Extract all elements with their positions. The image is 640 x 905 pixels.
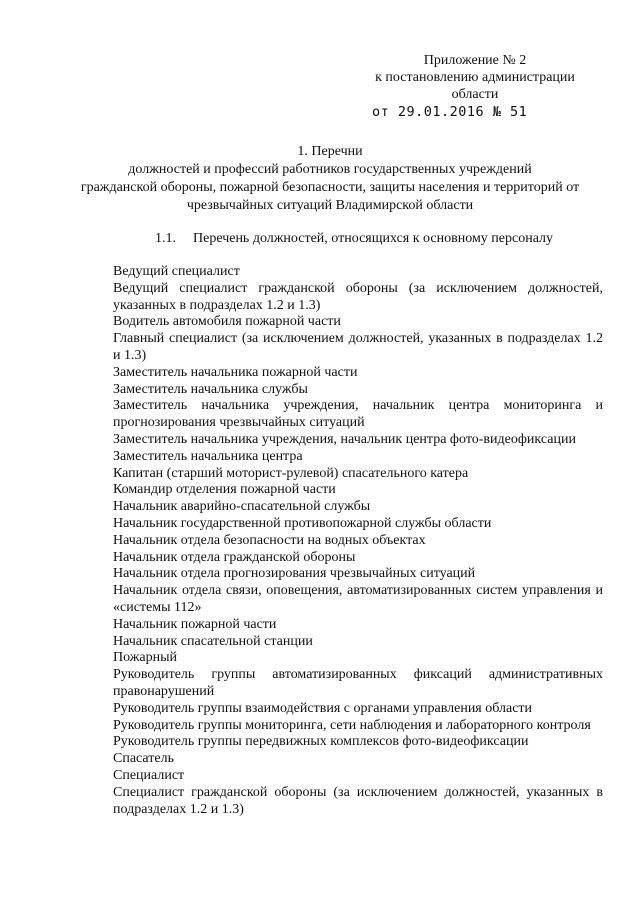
position-item: Пожарный: [113, 650, 178, 666]
subsection-title: Перечень должностей, относящихся к основному персоналу: [193, 231, 554, 246]
position-item: Руководитель группы мониторинга, сети наблюдения и лабораторного контроля: [113, 717, 591, 733]
positions-list: [113, 264, 603, 818]
position-item: Начальник отдела связи, оповещения, автоматизированных систем управления и «системы 112»: [113, 583, 603, 615]
position-item: Заместитель начальника службы: [113, 381, 308, 397]
position-item: Ведущий специалист гражданской обороны (за исключением должностей, указанных в подразделах 1.2 и 1.3): [113, 280, 603, 313]
position-item: Начальник отдела безопасности на водных объектах: [113, 532, 426, 548]
position-item: Начальник аварийно-спасательной службы: [113, 499, 371, 515]
heading-line-2: должностей и профессий работников государственных учреждений: [128, 162, 532, 177]
position-item: Руководитель группы передвижных комплексов фото-видеофиксации: [113, 734, 529, 750]
document-heading: [60, 143, 600, 215]
position-item: Водитель автомобиля пожарной части: [113, 314, 341, 330]
appendix-resolution: к постановлению администрации: [375, 70, 575, 85]
appendix-number: Приложение № 2: [423, 53, 527, 68]
position-item: Начальник отдела прогнозирования чрезвычайных ситуаций: [113, 566, 476, 582]
position-item: Заместитель начальника пожарной части: [113, 364, 358, 380]
heading-title: 1. Перечни: [297, 144, 363, 159]
position-item: Заместитель начальника учреждения, начальник центра мониторинга и прогнозирования чрезвычайных ситуаций: [113, 398, 603, 431]
position-item: Командир отделения пожарной части: [113, 482, 336, 498]
appendix-header: [360, 52, 590, 121]
position-item: Руководитель группы взаимодействия с органами управления области: [113, 700, 533, 716]
heading-line-4: чрезвычайных ситуаций Владимирской области: [186, 198, 474, 213]
subsection-heading: [155, 230, 553, 248]
position-item: Начальник спасательной станции: [113, 633, 313, 649]
position-item: Специалист: [113, 767, 185, 783]
heading-line-3: гражданской обороны, пожарной безопасности, защиты населения и территорий от: [80, 180, 580, 195]
position-item: Начальник отдела гражданской обороны: [113, 549, 356, 565]
position-item: Заместитель начальника центра: [113, 448, 303, 464]
position-item: Ведущий специалист: [113, 264, 240, 279]
subsection-number: 1.1.: [155, 231, 176, 246]
appendix-region: области: [451, 87, 499, 102]
position-item: Специалист гражданской обороны (за исключением должностей, указанных в подразделах 1.2 и 1.3): [113, 784, 603, 817]
date-number-stamp: от 29.01.2016 № 51: [372, 104, 528, 120]
position-item: Спасатель: [113, 751, 174, 767]
position-item: Начальник пожарной части: [113, 616, 277, 632]
position-item: Заместитель начальника учреждения, начальник центра фото-видеофиксации: [113, 431, 576, 447]
position-item: Капитан (старший моторист-рулевой) спасательного катера: [113, 465, 469, 481]
position-item: Руководитель группы автоматизированных фиксаций административных правонарушений: [113, 667, 603, 699]
position-item: Главный специалист (за исключением должностей, указанных в подразделах 1.2 и 1.3): [113, 331, 603, 363]
position-item: Начальник государственной противопожарной службы области: [113, 515, 492, 531]
